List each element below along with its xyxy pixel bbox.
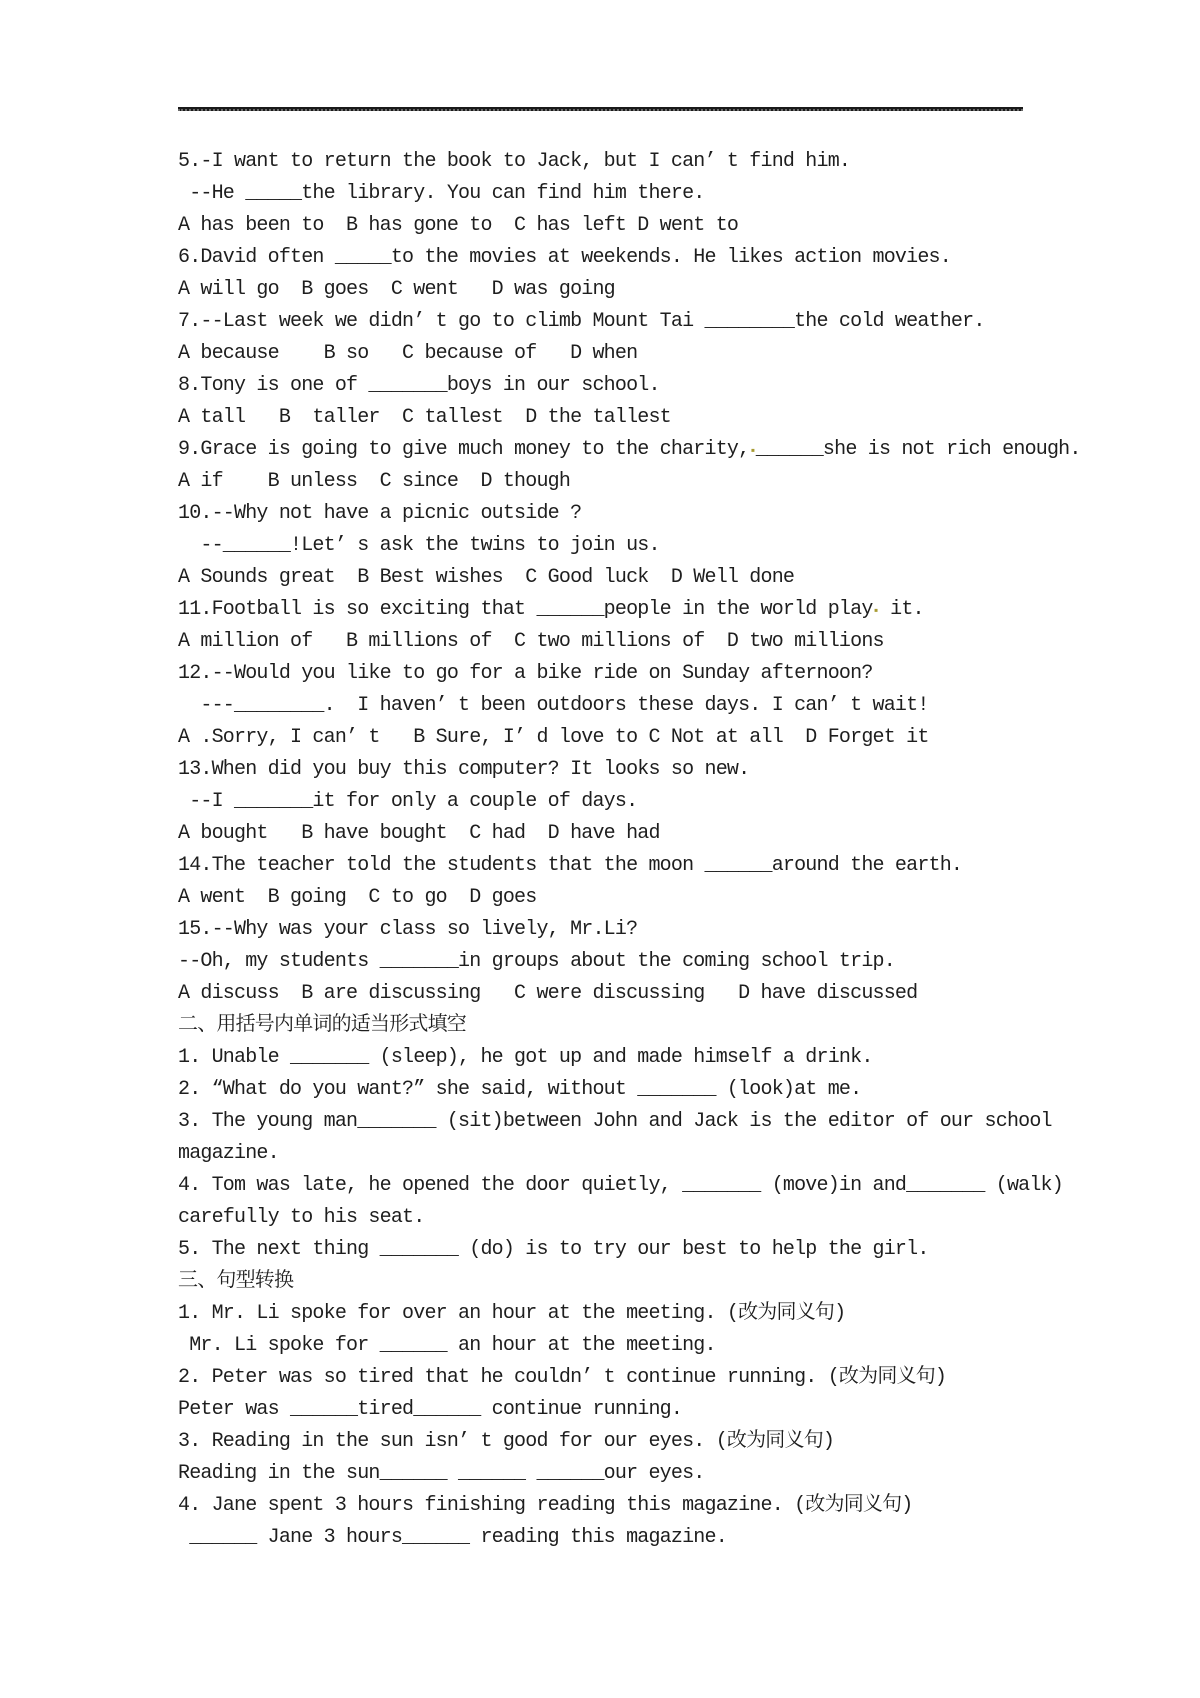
text-line: A million of B millions of C two millions of D two millions (178, 630, 884, 653)
section-heading: 二、用括号内单词的适当形式填空 (178, 1014, 466, 1037)
text-line: A if B unless C since D though (178, 470, 571, 493)
text-line: --I _______it for only a couple of days. (178, 790, 638, 813)
text-line: 5.-I want to return the book to Jack, but I can’ t find him. (178, 150, 851, 173)
text-line: 1. Mr. Li spoke for over an hour at the meeting. (改为同义句) (178, 1302, 846, 1325)
text-line: A has been to B has gone to C has left D went to (178, 214, 739, 237)
text-line: A .Sorry, I can’ t B Sure, I’ d love to C Not at all D Forget it (178, 726, 929, 749)
text-line: 11.Football is so exciting that ______people in the world play▪ it. (178, 598, 924, 621)
text-line: --Oh, my students _______in groups about the coming school trip. (178, 950, 895, 973)
text-line: --He _____the library. You can find him there. (178, 182, 705, 205)
text-line: 6.David often _____to the movies at weekends. He likes action movies. (178, 246, 951, 269)
text-line: A bought B have bought C had D have had (178, 822, 660, 845)
text-line: 1. Unable _______ (sleep), he got up and made himself a drink. (178, 1046, 873, 1069)
text-line: 10.--Why not have a picnic outside ? (178, 502, 582, 525)
text-line: A because B so C because of D when (178, 342, 638, 365)
text-line: ______ Jane 3 hours______ reading this magazine. (178, 1526, 727, 1549)
text-line: Mr. Li spoke for ______ an hour at the meeting. (178, 1334, 716, 1357)
text-line: 8.Tony is one of _______boys in our school. (178, 374, 660, 397)
text-line: 3. Reading in the sun isn’ t good for our eyes. (改为同义句) (178, 1430, 835, 1453)
text-line: 5. The next thing _______ (do) is to try our best to help the girl. (178, 1238, 929, 1261)
section-heading: 三、句型转换 (178, 1270, 294, 1293)
text-line: A Sounds great B Best wishes C Good luck D Well done (178, 566, 795, 589)
text-line: 13.When did you buy this computer? It looks so new. (178, 758, 750, 781)
accent-dot: ▪ (749, 444, 756, 458)
text-line: A discuss B are discussing C were discussing D have discussed (178, 982, 918, 1005)
text-line: 7.--Last week we didn’ t go to climb Mount Tai ________the cold weather. (178, 310, 985, 333)
text-line: 4. Tom was late, he opened the door quietly, _______ (move)in and_______ (walk) (178, 1174, 1063, 1197)
text-line: A went B going C to go D goes (178, 886, 537, 909)
text-line: Reading in the sun______ ______ ______our eyes. (178, 1462, 705, 1485)
text-line: 14.The teacher told the students that the moon ______around the earth. (178, 854, 963, 877)
text-line: magazine. (178, 1142, 279, 1165)
accent-dot: ▪ (872, 604, 879, 618)
text-line: carefully to his seat. (178, 1206, 425, 1229)
text-line: 12.--Would you like to go for a bike ride on Sunday afternoon? (178, 662, 873, 685)
worksheet-body (178, 146, 1178, 1554)
text-line: 4. Jane spent 3 hours finishing reading this magazine. (改为同义句) (178, 1494, 913, 1517)
text-line: Peter was ______tired______ continue running. (178, 1398, 683, 1421)
text-line: A tall B taller C tallest D the tallest (178, 406, 671, 429)
header-rule (178, 107, 1023, 111)
text-line: 3. The young man_______ (sit)between John and Jack is the editor of our school (178, 1110, 1052, 1133)
text-line: 15.--Why was your class so lively, Mr.Li? (178, 918, 638, 941)
text-line: ---________. I haven’ t been outdoors these days. I can’ t wait! (178, 694, 929, 717)
text-line: 2. Peter was so tired that he couldn’ t continue running. (改为同义句) (178, 1366, 947, 1389)
text-line: A will go B goes C went D was going (178, 278, 615, 301)
text-line: --______!Let’ s ask the twins to join us. (178, 534, 660, 557)
text-line: 9.Grace is going to give much money to the charity,▪______she is not rich enough. (178, 438, 1081, 461)
text-line: 2. “What do you want?” she said, without _______ (look)at me. (178, 1078, 862, 1101)
